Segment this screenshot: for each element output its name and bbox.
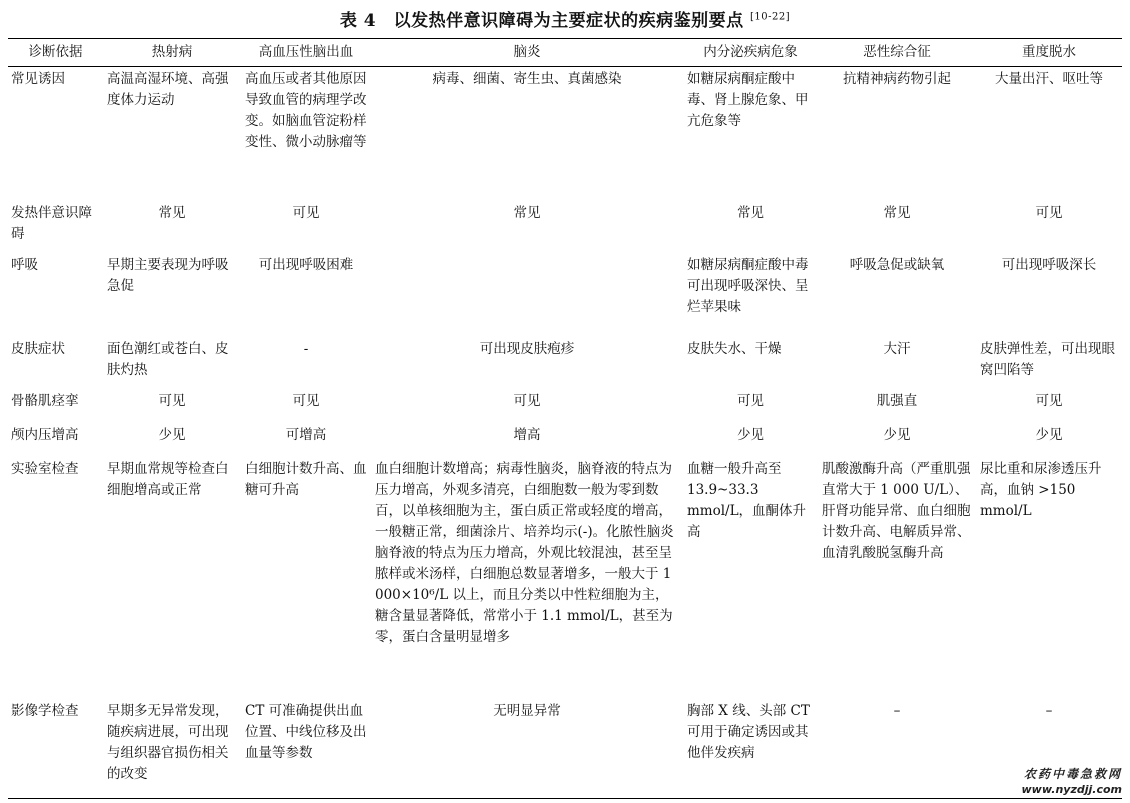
table-cell: 大汗 <box>883 340 911 357</box>
table-cell: 白细胞计数升高、血糖可升高 <box>245 460 367 498</box>
table-cell: 血糖一般升高至 13.9~33.3 mmol/L，血酮体升高 <box>687 460 807 540</box>
table-cell: 高血压或者其他原因导致血管的病理学改变。如脑血管淀粉样变性、微小动脉瘤等 <box>245 71 367 150</box>
table-cell: 少见 <box>883 426 911 443</box>
table-cell: 可出现呼吸深长 <box>1001 256 1097 273</box>
table-cell: – <box>976 699 1122 799</box>
column-header: 内分泌疾病危象 <box>683 39 818 67</box>
table-cell: 呼吸急促或缺氧 <box>849 256 945 273</box>
table-cell: 可见 <box>513 392 541 409</box>
row-label: 皮肤症状 <box>11 340 65 357</box>
table-cell: 少见 <box>1035 426 1063 443</box>
table-title-text: 表 4 以发热伴意识障碍为主要症状的疾病鉴别要点 <box>339 11 744 31</box>
table-cell: 可见 <box>292 204 320 221</box>
column-header: 重度脱水 <box>976 39 1122 67</box>
table-title <box>0 6 1130 31</box>
table-cell: 可见 <box>1035 204 1063 221</box>
table-cell: CT 可准确提供出血位置、中线位移及出血量等参数 <box>241 699 371 799</box>
column-header: 脑炎 <box>371 39 683 67</box>
row-label: 影像学检查 <box>8 699 103 799</box>
column-header: 高血压性脑出血 <box>241 39 371 67</box>
table-row <box>8 67 1122 201</box>
table-cell: 可见 <box>1035 392 1063 409</box>
table-row <box>8 389 1122 423</box>
table-cell: 可出现皮肤疱疹 <box>479 340 575 357</box>
table-cell: 抗精神病药物引起 <box>843 71 951 87</box>
table-cell: 常见 <box>158 204 186 221</box>
table-cell: 肌酸激酶升高（严重肌强直常大于 1 000 U/L）、肝肾功能异常、血白细胞计数升高、电解质异常、血清乳酸脱氢酶升高 <box>822 460 971 561</box>
table-cell: 胸部 X 线、头部 CT 可用于确定诱因或其他伴发疾病 <box>683 699 818 799</box>
table-cell: 皮肤弹性差，可出现眼窝凹陷等 <box>980 340 1115 378</box>
table-cell: 可出现呼吸困难 <box>258 256 354 273</box>
table-cell: 肌强直 <box>876 392 918 409</box>
table-row <box>8 699 1122 799</box>
row-label: 颅内压增高 <box>11 426 79 443</box>
table-cell: 常见 <box>883 204 911 221</box>
table-cell: 可增高 <box>285 426 327 443</box>
table-cell: 大量出汗、呕吐等 <box>995 71 1103 87</box>
table-row <box>8 253 1122 337</box>
table-title-reference: [10-22] <box>750 11 791 23</box>
table-cell: 常见 <box>737 204 764 221</box>
table-cell: 少见 <box>737 426 764 443</box>
watermark-url: www.nyzdjj.com <box>1021 783 1122 796</box>
row-label: 骨骼肌痉挛 <box>11 392 79 409</box>
row-label: 发热伴意识障碍 <box>11 204 92 242</box>
table-cell: 皮肤失水、干燥 <box>687 340 782 357</box>
table-cell: 血白细胞计数增高；病毒性脑炎，脑脊液的特点为压力增高，外观多清亮，白细胞数一般为零到数百，以单核细胞为主，蛋白质正常或轻度的增高，一般糖正常，细菌涂片、培养均示(-)。化脓性脑炎脑脊液的特点为压力增高，外观比较混浊，甚至呈脓样或米汤样，白细胞总数显著增多，一般大于 1 000×10⁶/L 以上，而且分类以中性粒细胞为主，糖含量显著降低，常常小于 1.1 mmol/L，甚至为零，蛋白含量明显增多 <box>375 460 674 645</box>
table-cell: 如糖尿病酮症酸中毒、肾上腺危象、甲亢危象等 <box>687 71 809 129</box>
table-cell <box>371 253 683 337</box>
column-header: 恶性综合征 <box>818 39 976 67</box>
table-cell: 无明显异常 <box>371 699 683 799</box>
column-header: 诊断依据 <box>8 39 103 67</box>
table-cell: 可见 <box>292 392 320 409</box>
table-cell: – <box>818 699 976 799</box>
table-cell: 早期血常规等检查白细胞增高或正常 <box>107 460 229 498</box>
table-row <box>8 457 1122 699</box>
table-cell: 如糖尿病酮症酸中毒可出现呼吸深快、呈烂苹果味 <box>687 256 809 315</box>
row-label: 实验室检查 <box>11 460 79 477</box>
header-row <box>8 39 1122 67</box>
differential-diagnosis-table <box>8 38 1122 799</box>
table-cell: 少见 <box>158 426 186 443</box>
table-cell: 尿比重和尿渗透压升高，血钠 >150 mmol/L <box>980 460 1102 519</box>
table-cell: 增高 <box>513 426 541 443</box>
table-row <box>8 423 1122 457</box>
row-label: 常见诱因 <box>11 71 65 87</box>
table-cell: 病毒、细菌、寄生虫、真菌感染 <box>432 71 622 87</box>
table-cell: 早期多无异常发现，随疾病进展，可出现与组织器官损伤相关的改变 <box>103 699 241 799</box>
site-watermark <box>1022 767 1123 797</box>
table-cell: - <box>303 340 309 357</box>
table-row <box>8 337 1122 389</box>
column-header: 热射病 <box>103 39 241 67</box>
table-cell: 早期主要表现为呼吸急促 <box>107 256 229 294</box>
table-cell: 高温高湿环境、高强度体力运动 <box>107 71 229 108</box>
table-cell: 可见 <box>737 392 764 409</box>
table-cell: 可见 <box>158 392 186 409</box>
row-label: 呼吸 <box>11 256 38 273</box>
table-cell: 常见 <box>513 204 541 221</box>
watermark-site-name: 农药中毒急救网 <box>1023 767 1122 781</box>
table-row <box>8 201 1122 253</box>
table-cell: 面色潮红或苍白、皮肤灼热 <box>107 340 229 378</box>
